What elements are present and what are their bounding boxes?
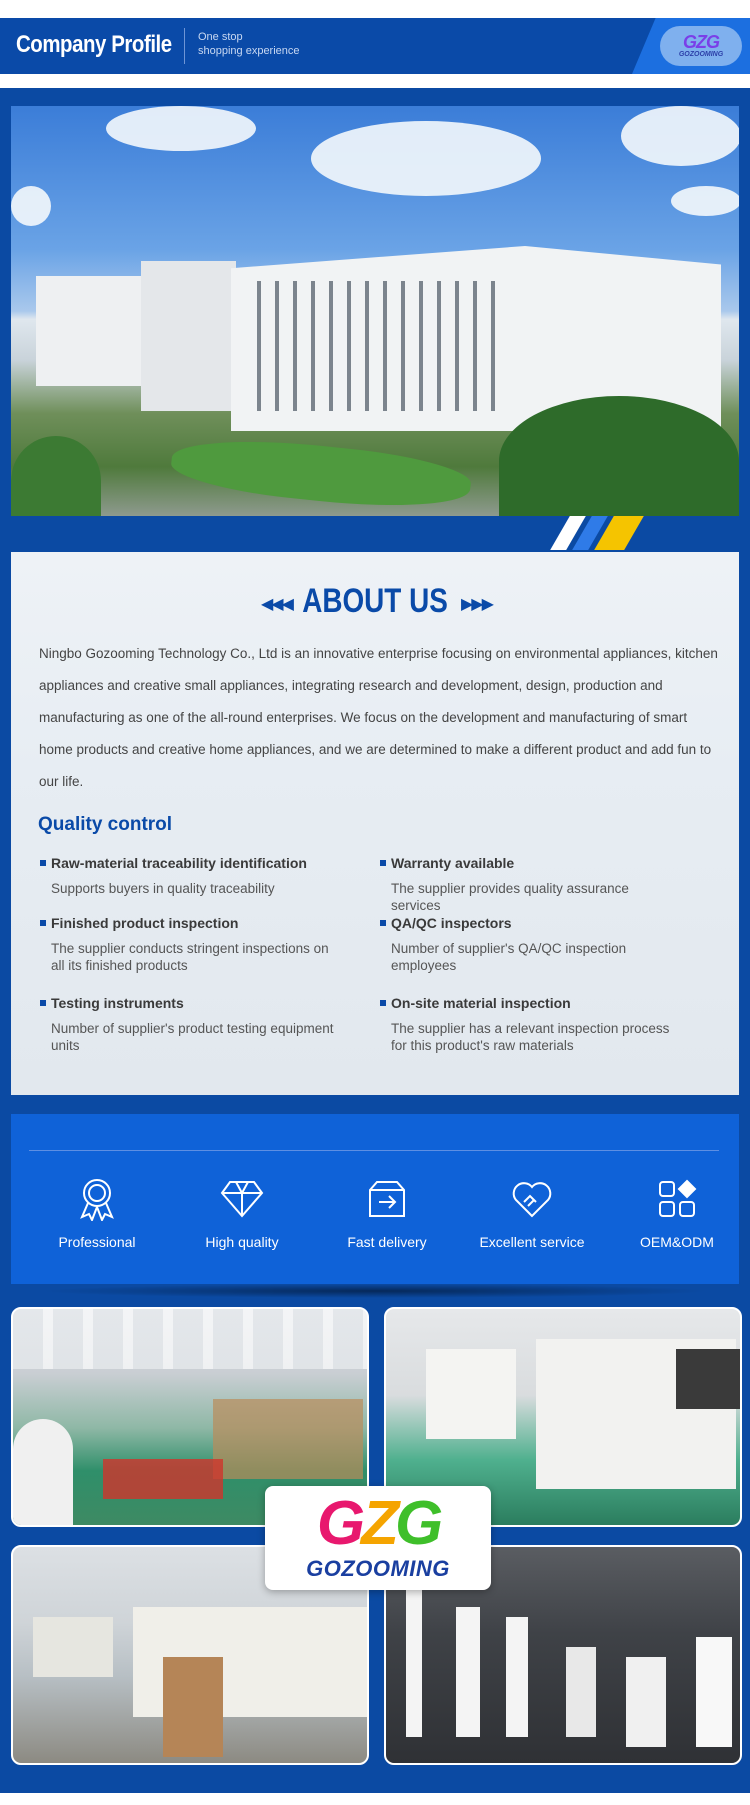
qc-item — [38, 914, 338, 974]
about-section — [11, 552, 739, 1095]
qc-item-heading: Testing instruments — [38, 994, 338, 1012]
apps-grid-icon — [612, 1176, 742, 1222]
feature-label: OEM&ODM — [640, 1234, 714, 1250]
header-subtitle — [198, 30, 300, 58]
gozooming-logo — [265, 1486, 491, 1590]
qc-item-heading: On-site material inspection — [378, 994, 678, 1012]
qc-item — [378, 854, 678, 914]
header-logo-wordmark: GOZOOMING — [678, 51, 724, 58]
right-arrows-icon: ▶▶▶ — [461, 596, 492, 613]
feature-fast-delivery — [322, 1176, 452, 1250]
qc-item-desc: Number of supplier's QA/QC inspection employees — [391, 941, 627, 973]
feature-oem-odm — [612, 1176, 742, 1250]
qc-item — [378, 914, 678, 974]
diamond-icon — [177, 1176, 307, 1222]
qc-item-desc: The supplier provides quality assurance services — [391, 881, 629, 913]
profile-header — [0, 18, 750, 74]
feature-excellent-service — [467, 1176, 597, 1250]
about-paragraph: Ningbo Gozooming Technology Co., Ltd is an innovative enterprise focusing on environmental appliances, kitchen appliances and creative small appliances, integrating research and development, design, production and manufacturing as one of the all-round enterprises. We focus on the development and manufacturing of smart home products and creative home appliances, and we are determined to make a different product and add fun to our life. — [39, 646, 718, 789]
logo-letter-g: G — [316, 1489, 362, 1558]
feature-label: Professional — [58, 1234, 136, 1250]
logo-mark — [265, 1489, 491, 1558]
qc-item-heading: Finished product inspection — [38, 914, 338, 932]
features-divider — [29, 1150, 719, 1151]
qc-item-heading: Warranty available — [378, 854, 678, 872]
qc-item — [38, 854, 338, 897]
qc-item — [378, 994, 678, 1054]
award-ribbon-icon — [32, 1176, 162, 1222]
feature-label: High quality — [205, 1234, 279, 1250]
logo-letter-z: Z — [361, 1489, 395, 1558]
about-title: ABOUT US — [302, 582, 448, 620]
subtitle-line-1: One stop — [198, 31, 243, 43]
delivery-box-icon — [322, 1176, 452, 1222]
qc-item-heading: Raw-material traceability identification — [38, 854, 338, 872]
feature-high-quality — [177, 1176, 307, 1250]
features-band — [11, 1114, 739, 1284]
qc-item — [38, 994, 338, 1054]
qc-item-desc: Number of supplier's product testing equipment units — [51, 1021, 334, 1053]
header-brand-logo — [660, 26, 742, 66]
qc-item-desc: The supplier has a relevant inspection process for this product's raw materials — [391, 1021, 670, 1053]
qc-item-desc: Supports buyers in quality traceability — [51, 881, 275, 896]
header-divider — [184, 28, 185, 64]
quality-control-title: Quality control — [38, 814, 173, 835]
feature-professional — [32, 1176, 162, 1250]
logo-wordmark: GOZOOMING — [306, 1556, 450, 1581]
left-arrows-icon: ◀◀◀ — [261, 596, 292, 613]
subtitle-line-2: shopping experience — [198, 45, 300, 57]
factory-building-photo — [11, 106, 739, 516]
page-title: Company Profile — [16, 31, 172, 58]
band-shadow — [40, 1284, 710, 1298]
qc-item-heading: QA/QC inspectors — [378, 914, 678, 932]
feature-label: Excellent service — [479, 1234, 585, 1250]
qc-item-desc: The supplier conducts stringent inspections on all its finished products — [51, 941, 329, 973]
heart-handshake-icon — [467, 1176, 597, 1222]
feature-label: Fast delivery — [347, 1234, 427, 1250]
logo-letter-g: G — [394, 1489, 440, 1558]
header-logo-mark: GZG — [683, 32, 719, 52]
